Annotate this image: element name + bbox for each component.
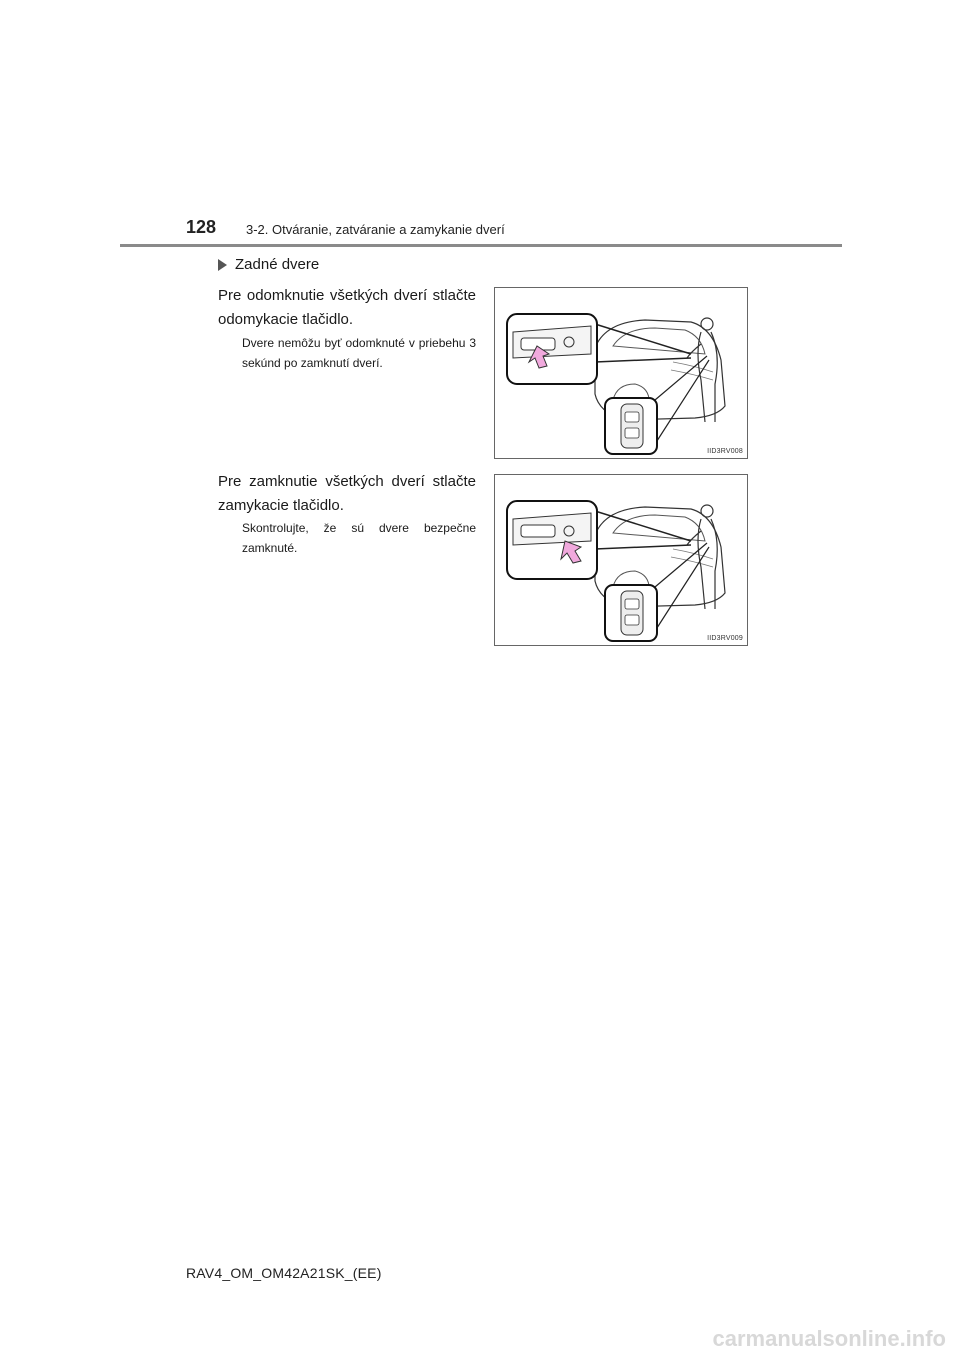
key-fob-icon (621, 591, 643, 635)
lock-instruction: Pre zamknutie všetkých dverí stlačte zamykacie tlačidlo. (218, 473, 476, 514)
watermark: carmanualsonline.info (712, 1326, 946, 1351)
subheading (218, 256, 319, 273)
figure-label: IID3RV008 (707, 448, 743, 455)
triangle-bullet-icon (218, 259, 227, 271)
figure-label: IID3RV009 (707, 635, 743, 642)
lock-note: Skontrolujte, že sú dvere bezpečne zamknuté. (242, 521, 476, 555)
unlock-note: Dvere nemôžu byť odomknuté v priebehu 3 sekúnd po zamknutí dverí. (242, 336, 476, 370)
unlock-illustration (495, 288, 747, 458)
header-rule (120, 244, 842, 247)
page-number: 128 (186, 217, 217, 237)
key-fob-icon (621, 404, 643, 448)
figure-lock-illustration (494, 474, 748, 646)
unlock-instruction: Pre odomknutie všetkých dverí stlačte odomykacie tlačidlo. (218, 287, 476, 328)
lock-illustration (495, 475, 747, 645)
document-id: RAV4_OM_OM42A21SK_(EE) (186, 1265, 382, 1281)
section-title: 3-2. Otváranie, zatváranie a zamykanie dverí (246, 222, 505, 237)
subheading-text: Zadné dvere (235, 256, 320, 273)
figure-unlock-illustration (494, 287, 748, 459)
